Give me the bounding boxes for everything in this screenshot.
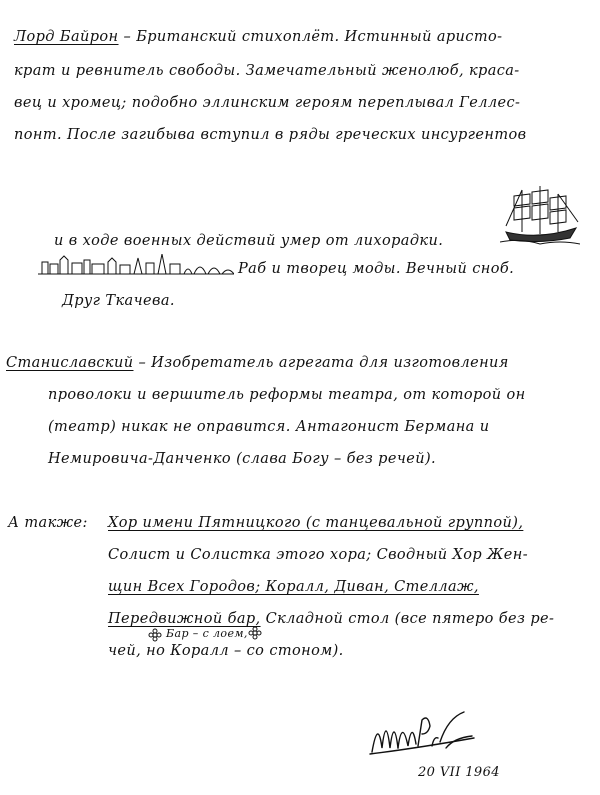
also-lead: А также:: [8, 515, 88, 531]
byron-entry-line1: [14, 30, 502, 45]
byron-text-7: Друг Ткачева.: [62, 293, 175, 309]
byron-text-5: и в ходе военных действий умер от лихорадки.: [54, 233, 444, 249]
stanislavsky-title: Станиславский: [6, 355, 134, 371]
town-skyline-drawing: [38, 254, 234, 278]
flower-doodle: [148, 628, 162, 642]
flower-doodle: [248, 626, 262, 640]
also-text-4: [108, 612, 554, 627]
stanislavsky-text-4: Немировича-Данченко (слава Богу – без речей).: [48, 451, 437, 467]
byron-title: Лорд Байрон: [14, 29, 119, 45]
also-text-1: Хор имени Пятницкого (с танцевальной группой),: [108, 515, 524, 531]
stanislavsky-text-1: – Изобретатель агрегата для изготовления: [138, 355, 509, 371]
handwritten-signature: [368, 708, 478, 764]
also-text-4b: Складной стол (все пятеро без ре-: [265, 611, 555, 627]
byron-text-4: понт. После загибыва вступил в ряды греческих инсургентов: [14, 127, 527, 143]
stanislavsky-text-3: (театр) никак не оправится. Антагонист Бермана и: [48, 419, 490, 435]
byron-text-1: – Британский стихоплёт. Истинный аристо-: [123, 29, 503, 45]
also-insert-note: Бар – с лоем,: [166, 627, 248, 640]
sailing-ship-drawing: [500, 182, 580, 248]
signature-date: 20 VII 1964: [418, 765, 500, 780]
byron-text-6: Раб и творец моды. Вечный сноб.: [238, 261, 515, 277]
also-text-4a: Передвижной бар,: [108, 611, 261, 627]
stanislavsky-text-2: проволоки и вершитель реформы театра, от которой он: [48, 387, 526, 403]
stanislavsky-entry-line1: [6, 356, 509, 371]
byron-text-3: вец и хромец; подобно эллинским героям переплывал Геллес-: [14, 95, 521, 111]
also-text-3: щин Всех Городов; Коралл, Диван, Стеллаж,: [108, 579, 479, 595]
also-text-5: чей, но Коралл – со стоном).: [108, 643, 344, 659]
also-text-2: Солист и Солистка этого хора; Сводный Хор Жен-: [108, 547, 529, 563]
byron-text-2: крат и ревнитель свободы. Замечательный женолюб, краса-: [14, 63, 520, 79]
